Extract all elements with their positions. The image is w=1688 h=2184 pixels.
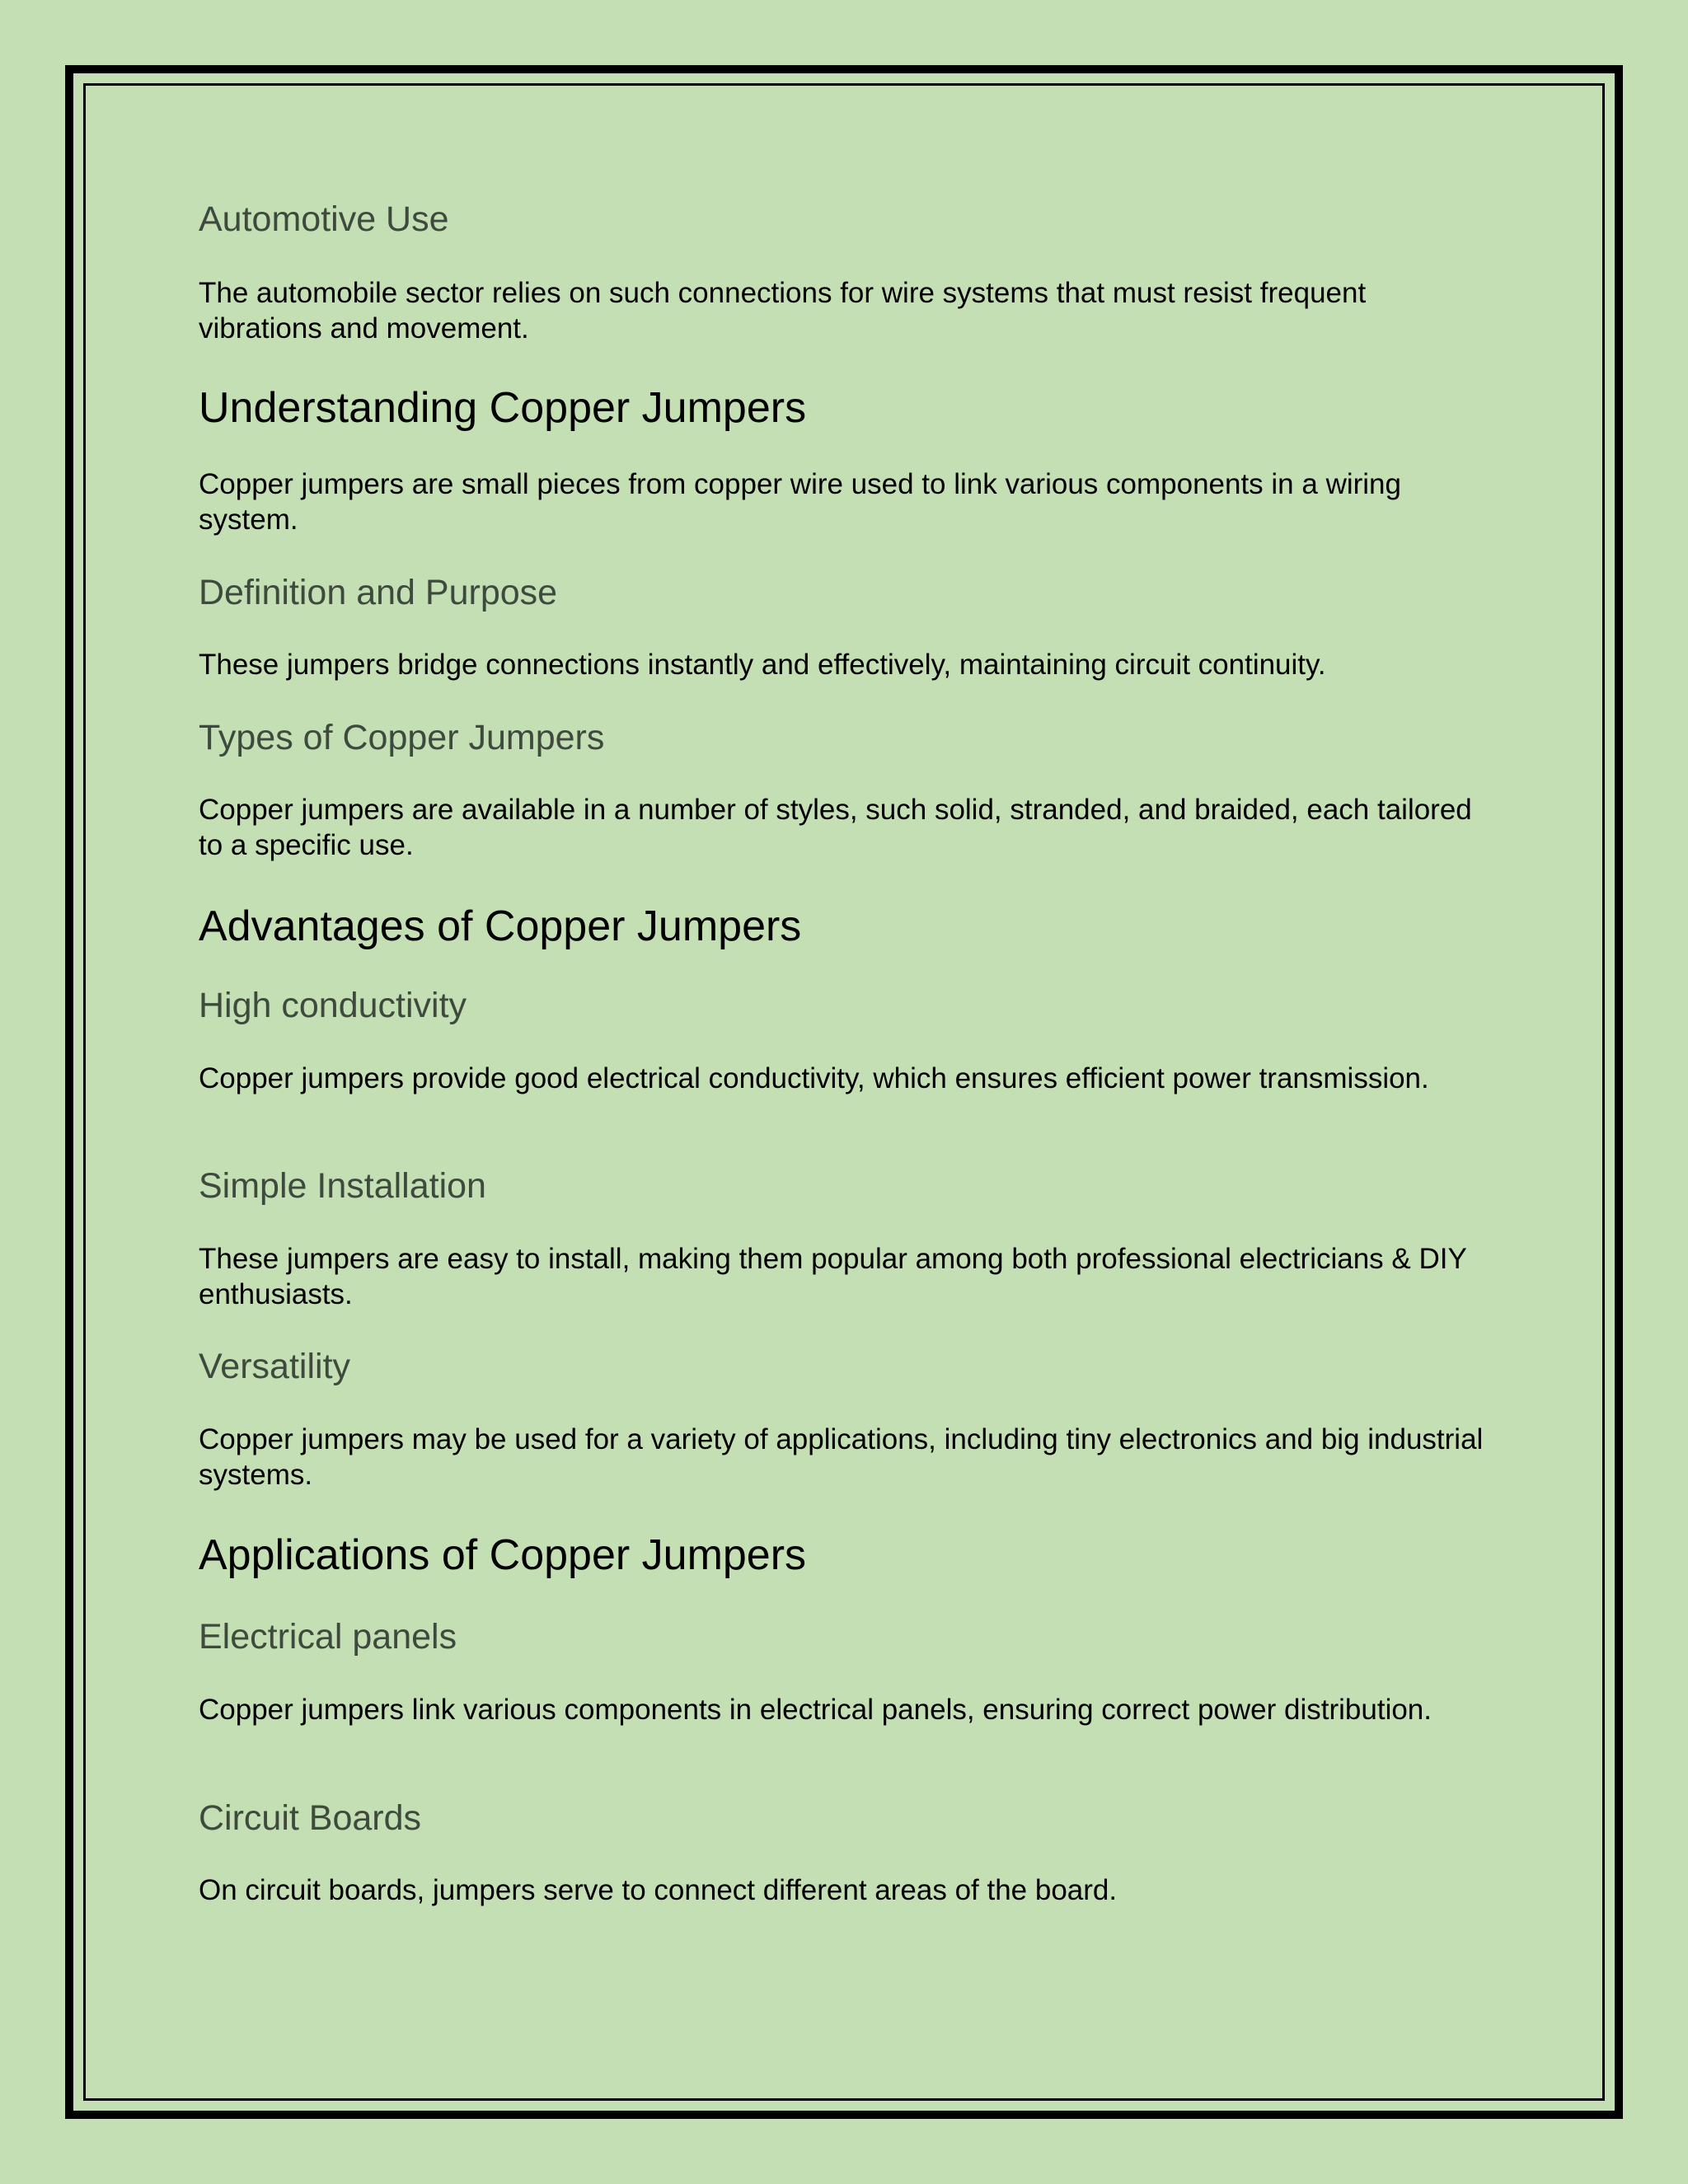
paragraph-types-copper-jumpers: Copper jumpers are available in a number of styles, such solid, stranded, and braided, each tailored to a specific use. xyxy=(199,794,1472,861)
paragraph-electrical-panels: Copper jumpers link various components in electrical panels, ensuring correct power distribution. xyxy=(199,1694,1432,1726)
heading-types-copper-jumpers: Types of Copper Jumpers xyxy=(199,718,605,757)
paragraph-high-conductivity: Copper jumpers provide good electrical conductivity, which ensures efficient power transmission. xyxy=(199,1062,1429,1094)
heading-high-conductivity: High conductivity xyxy=(199,986,467,1025)
heading-automotive-use: Automotive Use xyxy=(199,199,449,239)
paragraph-definition-purpose: These jumpers bridge connections instantly and effectively, maintaining circuit continuity. xyxy=(199,649,1326,681)
heading-understanding-copper-jumpers: Understanding Copper Jumpers xyxy=(199,384,807,432)
heading-advantages-copper-jumpers: Advantages of Copper Jumpers xyxy=(199,902,802,950)
paragraph-understanding-copper-jumpers: Copper jumpers are small pieces from copper wire used to link various components in a wiring system. xyxy=(199,468,1401,536)
heading-versatility: Versatility xyxy=(199,1347,351,1386)
paragraph-simple-installation: These jumpers are easy to install, making them popular among both professional electricians & DIY enthusiasts. xyxy=(199,1243,1467,1310)
heading-circuit-boards: Circuit Boards xyxy=(199,1798,422,1838)
heading-definition-purpose: Definition and Purpose xyxy=(199,573,558,612)
heading-electrical-panels: Electrical panels xyxy=(199,1617,457,1657)
paragraph-circuit-boards: On circuit boards, jumpers serve to connect different areas of the board. xyxy=(199,1874,1118,1906)
paragraph-versatility: Copper jumpers may be used for a variety of applications, including tiny electronics and big industrial systems. xyxy=(199,1423,1484,1491)
heading-simple-installation: Simple Installation xyxy=(199,1166,486,1206)
paragraph-automotive-use: The automobile sector relies on such connections for wire systems that must resist frequent vibrations and movement. xyxy=(199,277,1367,344)
heading-applications-copper-jumpers: Applications of Copper Jumpers xyxy=(199,1531,807,1579)
